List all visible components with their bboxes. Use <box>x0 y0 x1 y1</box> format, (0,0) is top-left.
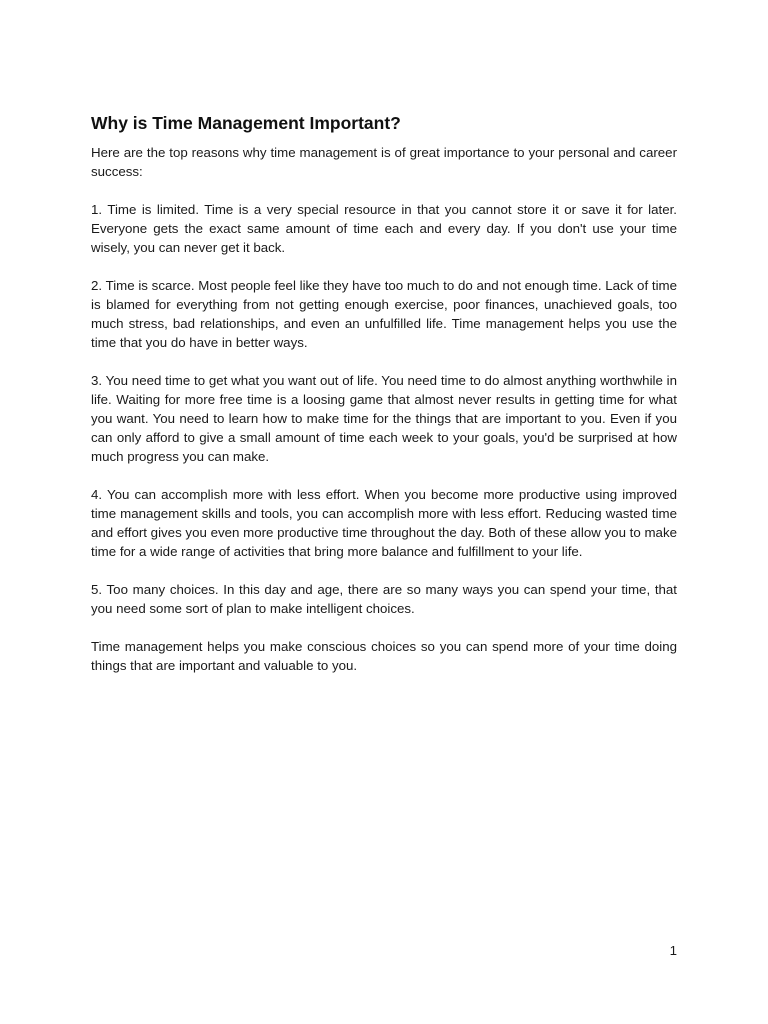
page-number: 1 <box>669 943 677 958</box>
reason-1-paragraph: 1. Time is limited. Time is a very special resource in that you cannot store it or save it for later. Everyone gets the exact same amount of time each and every day. If you don't use your time wisely, you can never get it back. <box>91 202 677 255</box>
reason-4-paragraph: 4. You can accomplish more with less effort. When you become more productive using improved time management skills and tools, you can accomplish more with less effort. Reducing wasted time and effort gives you even more productive time throughout the day. Both of these allow you to make time for a wide range of activities that bring more balance and fulfillment to your life. <box>91 487 677 559</box>
intro-paragraph: Here are the top reasons why time management is of great importance to your personal and career success: <box>91 145 677 179</box>
document-title: Why is Time Management Important? <box>91 113 401 133</box>
reason-3-paragraph: 3. You need time to get what you want out of life. You need time to do almost anything worthwhile in life. Waiting for more free time is a loosing game that almost never results in getting time for what you want. You need to learn how to make time for the things that are important to you. Even if you can only afford to give a small amount of time each week to your goals, you'd be surprised at how much progress you can make. <box>91 373 677 464</box>
document-body <box>91 111 677 694</box>
reason-2-paragraph: 2. Time is scarce. Most people feel like they have too much to do and not enough time. Lack of time is blamed for everything from not getting enough exercise, poor finances, unachieved goals, too much stress, bad relationships, and even an unfulfilled life. Time management helps you use the time that you do have in better ways. <box>91 278 677 350</box>
reason-5-paragraph: 5. Too many choices. In this day and age, there are so many ways you can spend your time, that you need some sort of plan to make intelligent choices. <box>91 582 677 616</box>
conclusion-paragraph: Time management helps you make conscious choices so you can spend more of your time doing things that are important and valuable to you. <box>91 639 677 673</box>
